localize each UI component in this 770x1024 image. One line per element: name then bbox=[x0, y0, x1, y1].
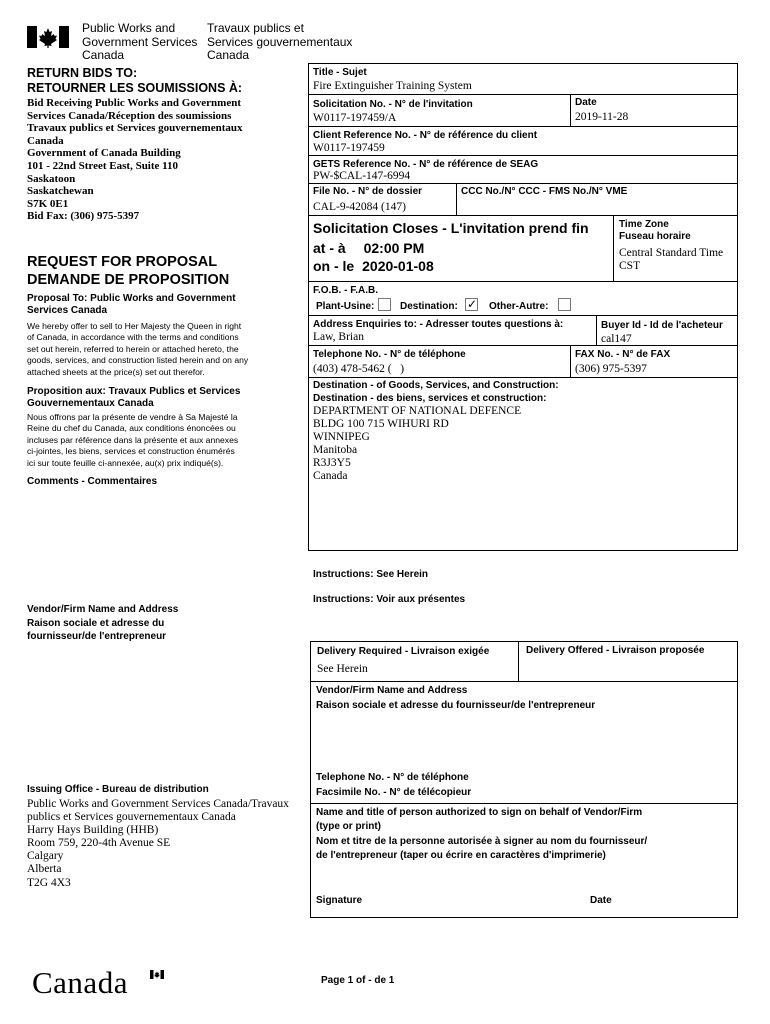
vendor-firm-left-label bbox=[27, 603, 178, 644]
rfp-heading-fr: DEMANDE DE PROPOSITION bbox=[27, 272, 230, 288]
auth-line: de l'entrepreneur (taper ou écrire en caractères d'imprimerie) bbox=[316, 849, 606, 861]
authorized-person-field[interactable] bbox=[314, 866, 734, 892]
issuing-office-line: Public Works and Government Services Canada/Travaux bbox=[27, 798, 289, 810]
solicitation-no-value: W0117-197459/A bbox=[313, 112, 397, 124]
destination-goods-label bbox=[313, 380, 559, 405]
divider bbox=[308, 94, 738, 95]
time-zone-label-fr: Fuseau horaire bbox=[619, 231, 691, 242]
plant-usine-checkbox[interactable] bbox=[378, 298, 391, 311]
telephone-value: (403) 478-5462 ( ) bbox=[313, 363, 405, 375]
proposal-to-line: Services Canada bbox=[27, 305, 108, 316]
vendor-left-line: fournisseur/de l'entrepreneur bbox=[27, 631, 167, 642]
buyer-id-label: Buyer Id - Id de l'acheteur bbox=[601, 320, 723, 331]
destination-line: Canada bbox=[313, 470, 348, 482]
signature-field[interactable] bbox=[314, 906, 574, 916]
auth-line: Nom et titre de la personne autorisée à signer au nom du fournisseur/ bbox=[316, 835, 648, 847]
issuing-office-line: Harry Hays Building (HHB) bbox=[27, 824, 159, 837]
instructions-en: Instructions: See Herein bbox=[313, 569, 429, 580]
client-reference-value: W0117-197459 bbox=[313, 142, 385, 154]
buyer-id-value: cal147 bbox=[601, 333, 632, 345]
vendor-telephone-label: Telephone No. - N° de téléphone bbox=[316, 772, 469, 783]
offer-line: incluses par référence dans la présente et aux annexes bbox=[27, 434, 239, 445]
vendor-firm-label-en: Vendor/Firm Name and Address bbox=[316, 685, 468, 696]
divider bbox=[308, 345, 738, 346]
address-line: Services Canada/Réception des soumissions bbox=[27, 109, 232, 122]
closing-time bbox=[313, 240, 424, 257]
time-zone-label-en: Time Zone bbox=[619, 219, 669, 230]
client-reference-label: Client Reference No. - N° de référence du client bbox=[313, 130, 538, 141]
gets-reference-label: GETS Reference No. - N° de référence de SEAG bbox=[313, 159, 539, 170]
destination-line: WINNIPEG bbox=[313, 431, 370, 443]
vendor-firm-label bbox=[316, 685, 595, 712]
offer-text-fr bbox=[27, 412, 238, 469]
signature-date-label: Date bbox=[590, 895, 612, 906]
destination-address bbox=[313, 405, 521, 483]
offer-line: Reine du chef du Canada, aux conditions énoncées ou bbox=[27, 423, 236, 434]
title-value: Fire Extinguisher Training System bbox=[313, 80, 472, 92]
proposition-line: Gouvernementaux Canada bbox=[27, 398, 154, 409]
divider bbox=[308, 315, 738, 316]
address-line: Saskatoon bbox=[27, 172, 76, 185]
destination-line: BLDG 100 715 WIHURI RD bbox=[313, 418, 449, 430]
offer-line: ici sur toute feuille ci-annexée, au(x) prix indiqué(s). bbox=[27, 457, 224, 468]
offer-line: goods, services, and construction listed herein and on any bbox=[27, 355, 249, 366]
checkmark-icon: ✓ bbox=[467, 297, 478, 311]
address-enquiries-value: Law, Brian bbox=[313, 331, 364, 343]
at-label: at - à bbox=[313, 240, 346, 256]
other-autre-label: Other-Autre: bbox=[489, 301, 549, 312]
solicitation-no-label: Solicitation No. - N° de l'invitation bbox=[313, 99, 473, 110]
instructions-fr: Instructions: Voir aux présentes bbox=[313, 594, 466, 605]
rfp-heading-en: REQUEST FOR PROPOSAL bbox=[27, 254, 218, 270]
comments-label: Comments - Commentaires bbox=[27, 476, 158, 487]
date-label: Date bbox=[575, 97, 597, 108]
delivery-offered-field[interactable] bbox=[522, 660, 732, 678]
issuing-office-line: Room 759, 220-4th Avenue SE bbox=[27, 837, 171, 850]
file-no-label: File No. - N° de dossier bbox=[313, 186, 423, 197]
offer-line: ci-jointes, les biens, services et construction énumérés bbox=[27, 446, 235, 457]
divider bbox=[310, 681, 738, 682]
divider bbox=[596, 315, 597, 345]
divider bbox=[308, 215, 738, 216]
file-no-value: CAL-9-42084 (147) bbox=[313, 201, 406, 213]
divider bbox=[456, 183, 457, 215]
closing-date-value: 2020-01-08 bbox=[362, 258, 434, 274]
dept-en-line: Public Works and bbox=[82, 21, 176, 35]
time-zone-value bbox=[619, 247, 723, 273]
destination-label-en: Destination - of Goods, Services, and Construction: bbox=[313, 380, 559, 391]
address-line: 101 - 22nd Street East, Suite 110 bbox=[27, 159, 179, 172]
return-bids-heading bbox=[27, 66, 242, 96]
issuing-office-line: T2G 4X3 bbox=[27, 876, 71, 889]
offer-text-en bbox=[27, 321, 248, 378]
return-bids-heading-fr: RETOURNER LES SOUMISSIONS À: bbox=[27, 81, 243, 95]
rfp-heading bbox=[27, 253, 229, 289]
dept-fr-line: Services gouvernementaux bbox=[207, 34, 353, 49]
vendor-firm-field[interactable] bbox=[314, 714, 734, 766]
wordmark-flag-icon bbox=[150, 970, 164, 979]
signature-label: Signature bbox=[316, 895, 363, 906]
offer-line: of Canada, in accordance with the terms and conditions bbox=[27, 332, 239, 343]
dept-en-line: Canada bbox=[82, 48, 125, 62]
divider bbox=[518, 641, 519, 681]
address-line: S7K 0E1 bbox=[27, 197, 69, 210]
divider bbox=[570, 94, 571, 126]
bid-fax-line: Bid Fax: (306) 975-5397 bbox=[27, 210, 140, 223]
divider bbox=[308, 183, 738, 184]
address-enquiries-label: Address Enquiries to: - Adresser toutes questions à: bbox=[313, 319, 564, 330]
proposal-to-line: Proposal To: Public Works and Government bbox=[27, 293, 236, 304]
fax-label: FAX No. - N° de FAX bbox=[575, 349, 671, 360]
destination-label: Destination: bbox=[400, 301, 458, 312]
time-zone-label bbox=[619, 219, 691, 243]
divider bbox=[308, 377, 738, 378]
issuing-office-label: Issuing Office - Bureau de distribution bbox=[27, 784, 209, 795]
delivery-required-value: See Herein bbox=[317, 663, 368, 675]
fax-value: (306) 975-5397 bbox=[575, 363, 647, 375]
on-label: on - le bbox=[313, 258, 355, 274]
time-zone-value-line: Central Standard Time bbox=[619, 247, 724, 259]
auth-line: (type or print) bbox=[316, 821, 381, 833]
destination-label-fr: Destination - des biens, services et construction: bbox=[313, 393, 547, 404]
offer-line: set out herein, referred to herein or attached hereto, the bbox=[27, 343, 239, 354]
proposition-line: Proposition aux: Travaux Publics et Services bbox=[27, 386, 241, 397]
auth-line: Name and title of person authorized to sign on behalf of Vendor/Firm bbox=[316, 807, 643, 818]
address-line: Saskatchewan bbox=[27, 185, 94, 198]
canada-wordmark-text: Canada bbox=[32, 965, 128, 1000]
vendor-firm-label-fr: Raison sociale et adresse du fournisseur/de l'entrepreneur bbox=[316, 700, 596, 711]
divider bbox=[308, 155, 738, 156]
proposition-aux bbox=[27, 386, 240, 410]
issuing-office-line: Calgary bbox=[27, 850, 64, 863]
divider bbox=[570, 345, 571, 377]
closing-date bbox=[313, 258, 434, 275]
dept-fr-line: Travaux publics et bbox=[207, 21, 304, 35]
delivery-offered-label: Delivery Offered - Livraison proposée bbox=[526, 645, 705, 656]
page-number: Page 1 of - de 1 bbox=[321, 975, 395, 986]
divider bbox=[308, 126, 738, 127]
destination-line: R3J3Y5 bbox=[313, 457, 351, 469]
issuing-office-address bbox=[27, 798, 289, 890]
issuing-office-line: publics et Services gouvernementaux Canada bbox=[27, 811, 236, 824]
divider bbox=[310, 803, 738, 804]
government-flag-icon bbox=[27, 26, 69, 48]
vendor-facsimile-label: Facsimile No. - N° de télécopieur bbox=[316, 787, 472, 798]
address-line: Canada bbox=[27, 134, 64, 147]
destination-line: Manitoba bbox=[313, 444, 358, 456]
vendor-left-line: Vendor/Firm Name and Address bbox=[27, 604, 179, 615]
delivery-required-label: Delivery Required - Livraison exigée bbox=[317, 646, 490, 657]
closing-time-value: 02:00 PM bbox=[363, 240, 425, 256]
canada-wordmark bbox=[32, 966, 128, 1002]
date-value: 2019-11-28 bbox=[575, 111, 629, 123]
address-line: Government of Canada Building bbox=[27, 147, 181, 160]
dept-en-line: Government Services bbox=[82, 34, 198, 49]
return-bids-heading-en: RETURN BIDS TO: bbox=[27, 66, 138, 80]
offer-line: Nous offrons par la présente de vendre à Sa Majesté la bbox=[27, 412, 238, 422]
department-name-fr bbox=[207, 22, 352, 63]
issuing-office-line: Alberta bbox=[27, 863, 62, 876]
solicitation-closes-label: Solicitation Closes - L'invitation prend fin bbox=[313, 220, 589, 236]
destination-checkbox[interactable] bbox=[465, 298, 478, 311]
vendor-phone-label bbox=[316, 772, 471, 799]
time-zone-value-line: CST bbox=[619, 260, 641, 272]
dept-fr-line: Canada bbox=[207, 48, 250, 62]
gets-reference-value: PW-$CAL-147-6994 bbox=[313, 170, 411, 182]
department-name-en bbox=[82, 22, 197, 63]
proposal-to bbox=[27, 293, 236, 317]
title-label: Title - Sujet bbox=[313, 67, 367, 78]
divider bbox=[613, 215, 614, 281]
address-line: Travaux publics et Services gouvernementaux bbox=[27, 122, 243, 135]
offer-line: attached sheets at the price(s) set out therefor. bbox=[27, 366, 205, 377]
destination-line: DEPARTMENT OF NATIONAL DEFENCE bbox=[313, 405, 522, 417]
telephone-label: Telephone No. - N° de téléphone bbox=[313, 349, 466, 360]
vendor-left-line: Raison sociale et adresse du bbox=[27, 617, 165, 629]
authorized-person-label bbox=[316, 807, 647, 862]
fob-label: F.O.B. - F.A.B. bbox=[313, 285, 378, 296]
ccc-no-label: CCC No./N° CCC - FMS No./N° VME bbox=[461, 186, 628, 197]
address-line: Bid Receiving Public Works and Government bbox=[27, 97, 242, 109]
offer-line: We hereby offer to sell to Her Majesty the Queen in right bbox=[27, 321, 242, 331]
divider bbox=[308, 281, 738, 282]
return-bids-address bbox=[27, 97, 243, 223]
other-autre-checkbox[interactable] bbox=[558, 298, 571, 311]
plant-usine-label: Plant-Usine: bbox=[316, 301, 375, 312]
